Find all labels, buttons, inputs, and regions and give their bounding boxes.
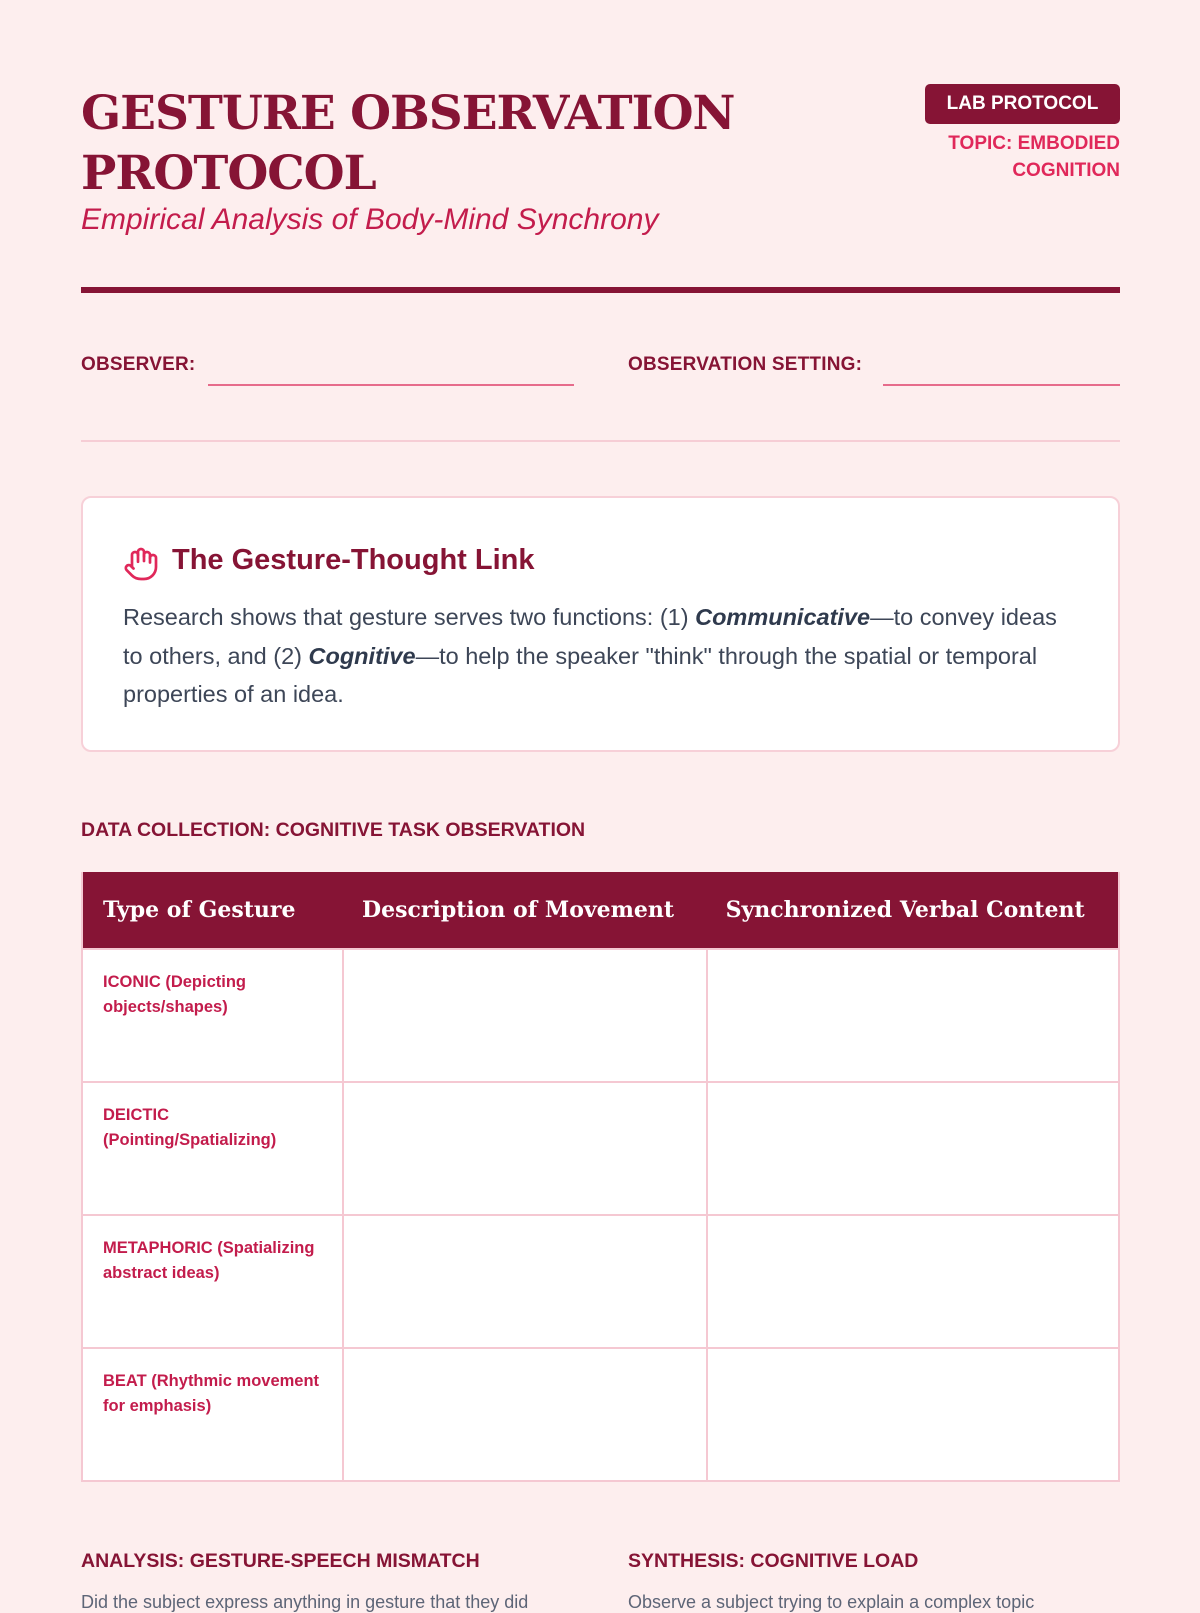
term-communicative: Communicative [695,604,871,630]
observation-setting-label: OBSERVATION SETTING: [628,354,863,375]
observer-field[interactable] [208,384,574,386]
card-title: The Gesture-Thought Link [172,544,535,576]
analysis-text: Did the subject express anything in gesture that they did [81,1592,529,1612]
gesture-type-beat: BEAT (Rhythmic movement for emphasis) [103,1372,320,1415]
gesture-table [81,872,1120,1482]
description-input-cell[interactable] [342,950,706,1081]
page-subtitle: Empirical Analysis of Body-Mind Synchrony [81,203,659,236]
table-row [83,1081,1118,1214]
observation-setting-field[interactable] [883,384,1120,386]
table-header [83,872,1118,948]
verbal-content-input-cell[interactable] [706,950,1118,1081]
synthesis-label: SYNTHESIS: COGNITIVE LOAD [628,1550,919,1572]
column-header-type: Type of Gesture [103,897,296,923]
data-collection-label: DATA COLLECTION: COGNITIVE TASK OBSERVATION [81,819,586,841]
description-input-cell[interactable] [342,1349,706,1480]
description-input-cell[interactable] [342,1216,706,1347]
card-text-1: Research shows that gesture serves two functions: (1) [123,604,696,630]
verbal-content-input-cell[interactable] [706,1349,1118,1480]
verbal-content-input-cell[interactable] [706,1083,1118,1214]
page-title: GESTURE OBSERVATION PROTOCOL [81,86,735,201]
topic-label: TOPIC: EMBODIED COGNITION [948,133,1120,181]
card-text-3: —to help the speaker "think" through the spatial or temporal properties of an idea. [123,642,1038,707]
lab-protocol-badge: LAB PROTOCOL [925,84,1120,124]
gesture-type-deictic: DEICTIC (Pointing/Spatializing) [103,1106,277,1149]
fields-divider [81,440,1120,442]
gesture-type-cell [83,1083,342,1214]
protocol-page [81,0,1120,1612]
gesture-thought-card [81,496,1120,752]
gesture-type-metaphoric: METAPHORIC (Spatializing abstract ideas) [103,1239,315,1282]
card-body [123,598,1083,714]
analysis-label: ANALYSIS: GESTURE-SPEECH MISMATCH [81,1550,480,1572]
table-row [83,1347,1118,1480]
gesture-type-iconic: ICONIC (Depicting objects/shapes) [103,973,246,1016]
term-cognitive: Cognitive [308,642,416,669]
gesture-type-cell [83,1216,342,1347]
verbal-content-input-cell[interactable] [706,1216,1118,1347]
column-header-description: Description of Movement [362,897,675,923]
observer-label: OBSERVER: [81,354,196,375]
header [81,0,1120,300]
gesture-type-cell [83,1349,342,1480]
column-header-verbal: Synchronized Verbal Content [725,897,1085,923]
table-row [83,948,1118,1081]
hand-icon [123,546,159,582]
description-input-cell[interactable] [342,1083,706,1214]
header-divider [81,287,1120,293]
card-text-2: —to convey ideas to others, and (2) [123,604,1057,669]
table-row [83,1214,1118,1347]
synthesis-text: Observe a subject trying to explain a complex topic [628,1592,1035,1612]
gesture-type-cell [83,950,342,1081]
